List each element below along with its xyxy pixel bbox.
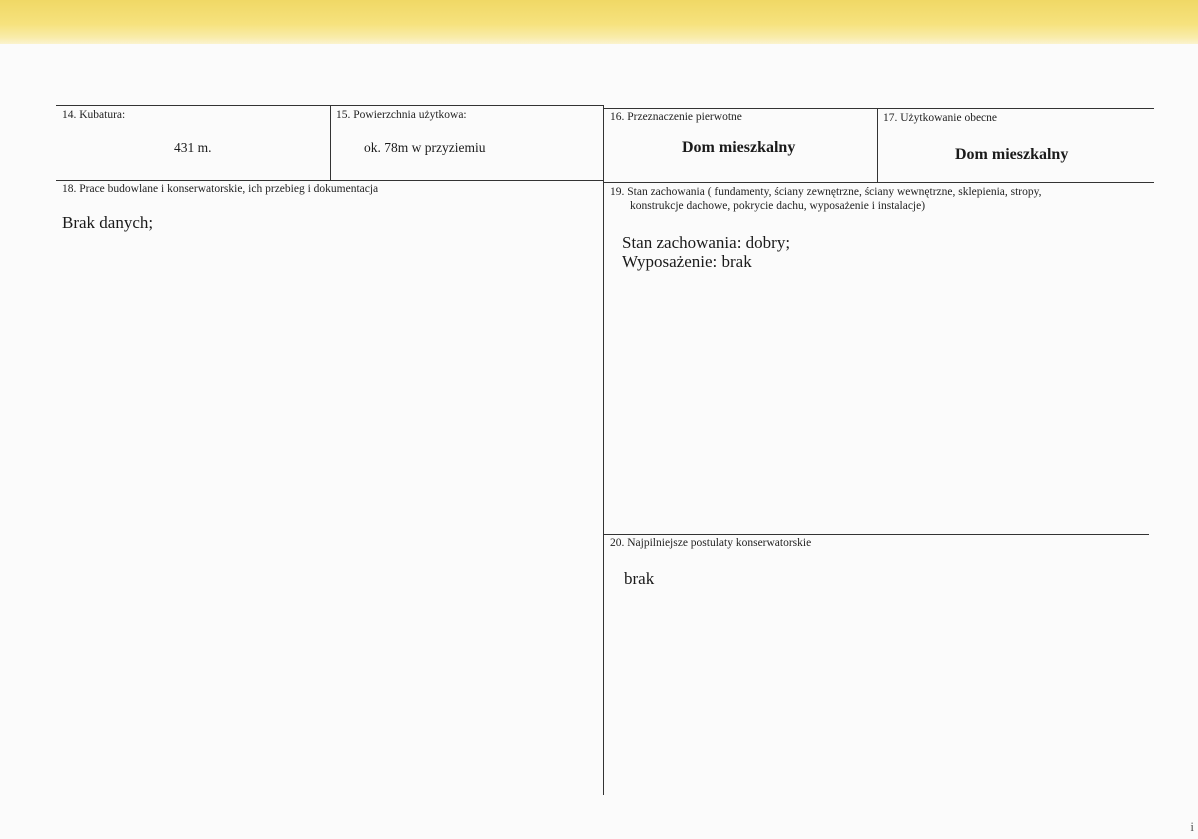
prace-value: Brak danych; [62, 213, 154, 232]
postulaty-label: 20. Najpilniejsze postulaty konserwatorskie [610, 537, 812, 549]
przeznaczenie-value: Dom mieszkalny [682, 139, 796, 156]
column-divider-16-17 [877, 108, 878, 183]
kubatura-value: 431 m. [174, 140, 212, 155]
section-20-top-rule [604, 534, 1149, 535]
przeznaczenie-label: 16. Przeznaczenie pierwotne [610, 111, 742, 123]
stan-label-line1: 19. Stan zachowania ( fundamenty, ściany zewnętrzne, ściany wewnętrzne, sklepienia, stropy, [610, 186, 1042, 198]
prace-label: 18. Prace budowlane i konserwatorskie, ich przebieg i dokumentacja [62, 183, 379, 195]
document-sheet [0, 44, 1198, 839]
powierzchnia-value: ok. 78m w przyziemiu [364, 140, 486, 155]
postulaty-value: brak [624, 569, 655, 588]
scan-top-band [0, 0, 1198, 44]
column-divider-main [603, 105, 604, 795]
stan-value-line2: Wyposażenie: brak [622, 252, 752, 271]
stan-label-line2: konstrukcje dachowe, pokrycie dachu, wyposażenie i instalacje) [630, 200, 926, 212]
row-middle-rule-right [604, 182, 1154, 183]
powierzchnia-label: 15. Powierzchnia użytkowa: [336, 109, 467, 121]
uzytkowanie-label: 17. Użytkowanie obecne [883, 112, 998, 124]
uzytkowanie-value: Dom mieszkalny [955, 146, 1069, 163]
corner-mark: i [1190, 819, 1194, 834]
row-top-rule-right [604, 108, 1154, 109]
column-divider-14-15 [330, 105, 331, 181]
stan-value-line1: Stan zachowania: dobry; [622, 233, 791, 252]
kubatura-label: 14. Kubatura: [62, 109, 126, 121]
